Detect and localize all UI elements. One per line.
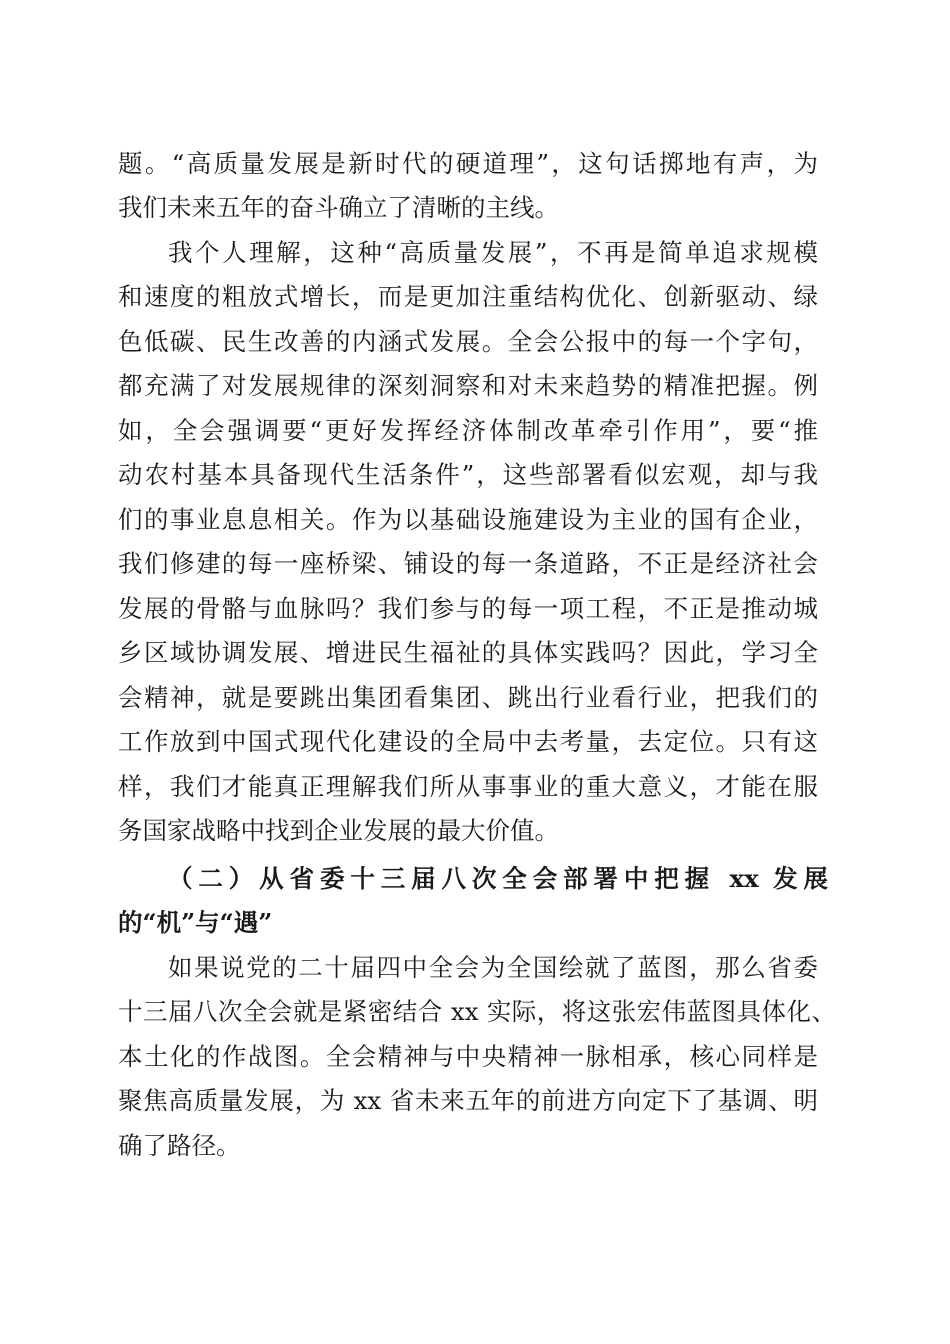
paragraph-line: 务国家战略中找到企业发展的最大价值。: [118, 816, 559, 845]
paragraph-line: 十三届八次全会就是紧密结合 xx 实际，将这张宏伟蓝图具体化、: [118, 997, 836, 1026]
paragraph-line: 如，全会强调要“更好发挥经济体制改革牵引作用”，要“推: [118, 416, 818, 445]
section-heading: 的“机”与“遇”: [118, 908, 273, 937]
paragraph-line: 会精神，就是要跳出集团看集团、跳出行业看行业，把我们的: [118, 683, 818, 712]
paragraph-line: 动农村基本具备现代生活条件”，这些部署看似宏观，却与我: [118, 460, 818, 489]
paragraph-line: 我们修建的每一座桥梁、铺设的每一条道路，不正是经济社会: [118, 549, 818, 578]
paragraph-line: 确了路径。: [118, 1131, 241, 1160]
paragraph-line: 和速度的粗放式增长，而是更加注重结构优化、创新驱动、绿: [118, 282, 818, 311]
paragraph-line: 样，我们才能真正理解我们所从事事业的重大意义，才能在服: [118, 772, 818, 801]
paragraph-line: 都充满了对发展规律的深刻洞察和对未来趋势的精准把握。例: [118, 371, 818, 400]
paragraph-line: 发展的骨骼与血脉吗？我们参与的每一项工程，不正是推动城: [118, 594, 818, 623]
paragraph-line: 我个人理解，这种“高质量发展”，不再是简单追求规模: [168, 238, 818, 267]
paragraph-line: 色低碳、民生改善的内涵式发展。全会公报中的每一个字句，: [118, 327, 818, 356]
paragraph-line: 聚焦高质量发展，为 xx 省未来五年的前进方向定下了基调、明: [118, 1086, 818, 1115]
paragraph-line: 题。“高质量发展是新时代的硬道理”，这句话掷地有声，为: [118, 149, 818, 178]
paragraph-line: 乡区域协调发展、增进民生福祉的具体实践吗？因此，学习全: [118, 638, 818, 667]
paragraph-line: 工作放到中国式现代化建设的全局中去考量，去定位。只有这: [118, 727, 818, 756]
paragraph-line: 们的事业息息相关。作为以基础设施建设为主业的国有企业，: [118, 505, 818, 534]
section-heading: （二）从省委十三届八次全会部署中把握 xx 发展: [168, 864, 828, 893]
paragraph-line: 本土化的作战图。全会精神与中央精神一脉相承，核心同样是: [118, 1042, 818, 1071]
paragraph-line: 如果说党的二十届四中全会为全国绘就了蓝图，那么省委: [168, 953, 818, 982]
paragraph-line: 我们未来五年的奋斗确立了清晰的主线。: [118, 193, 559, 222]
